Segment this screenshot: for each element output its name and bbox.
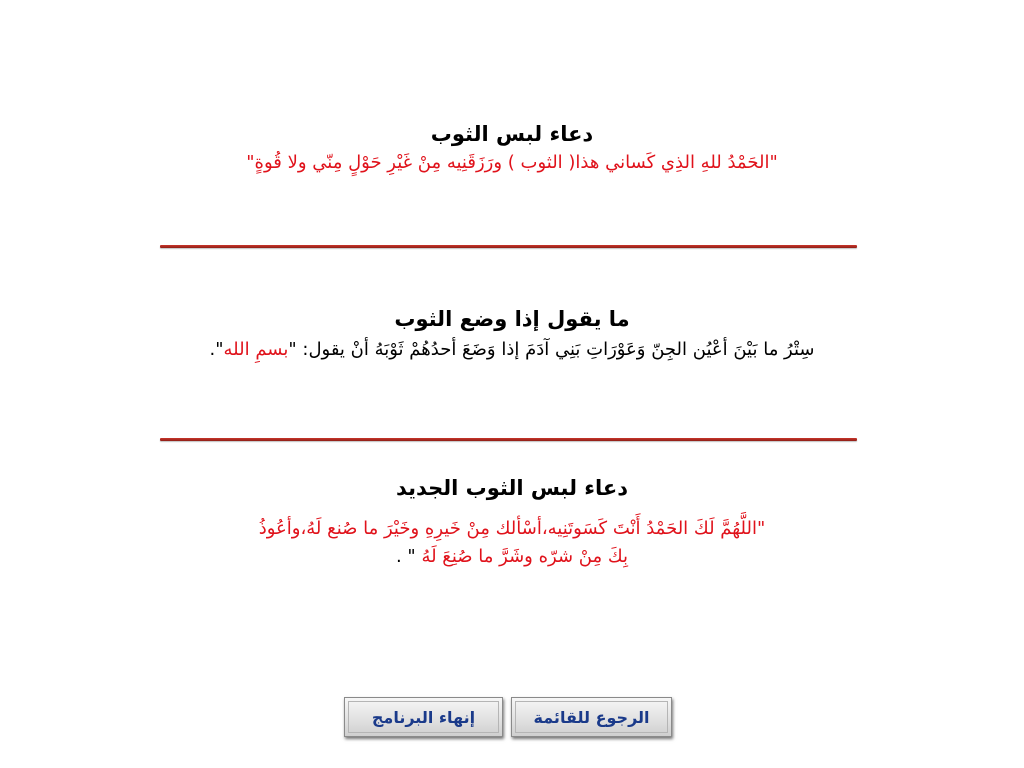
back-to-menu-label: الرجوع للقائمة xyxy=(533,707,650,727)
section-undressing xyxy=(150,307,874,362)
section-title: ما يقول إذا وضع الثوب xyxy=(394,307,630,331)
hadith-text xyxy=(150,338,874,362)
basmala-highlight: بسمِ الله xyxy=(223,339,289,361)
divider xyxy=(160,438,857,441)
hadith-text-suffix: ". xyxy=(209,339,224,361)
dua-text: "الحَمْدُ للهِ الذِي كَساني هذا( الثوب ) ورَزَقَنِيه مِنْ غَيْرِ حَوْلٍ مِنّي ولا قُوةٍ" xyxy=(246,152,778,174)
dua-text xyxy=(150,515,874,571)
dua-line-2-red: بِكَ مِنْ شرّه وشَرَّ ما صُنِعَ لَهُ xyxy=(421,546,628,568)
exit-program-button[interactable] xyxy=(344,697,503,737)
exit-program-label: إنهاء البرنامج xyxy=(371,707,476,727)
section-new-clothing-dua xyxy=(150,476,874,571)
hadith-text-prefix: سِتْرُ ما بَيْنَ أعْيُن الجِنّ وَعَوْرَاتِ بَنِي آدَمَ إذا وَضَعَ أحدُهُمْ ثَوْبَهُ أنْ يقول: " xyxy=(288,339,815,361)
dua-line-2-end: " . xyxy=(395,546,422,568)
divider xyxy=(160,245,857,248)
back-to-menu-button[interactable] xyxy=(511,697,672,737)
section-title: دعاء لبس الثوب xyxy=(430,122,594,146)
dua-line-1: "اللَّهُمَّ لَكَ الحَمْدُ أَنْتَ كَسَوتَنِيه،أسْألك مِنْ خَيرِهِ وخَيْرَ ما صُنع لَهُ،وأعُوذُ xyxy=(258,518,766,540)
section-title: دعاء لبس الثوب الجديد xyxy=(395,476,629,500)
section-clothing-dua xyxy=(150,122,874,175)
dua-line-2 xyxy=(150,543,874,571)
